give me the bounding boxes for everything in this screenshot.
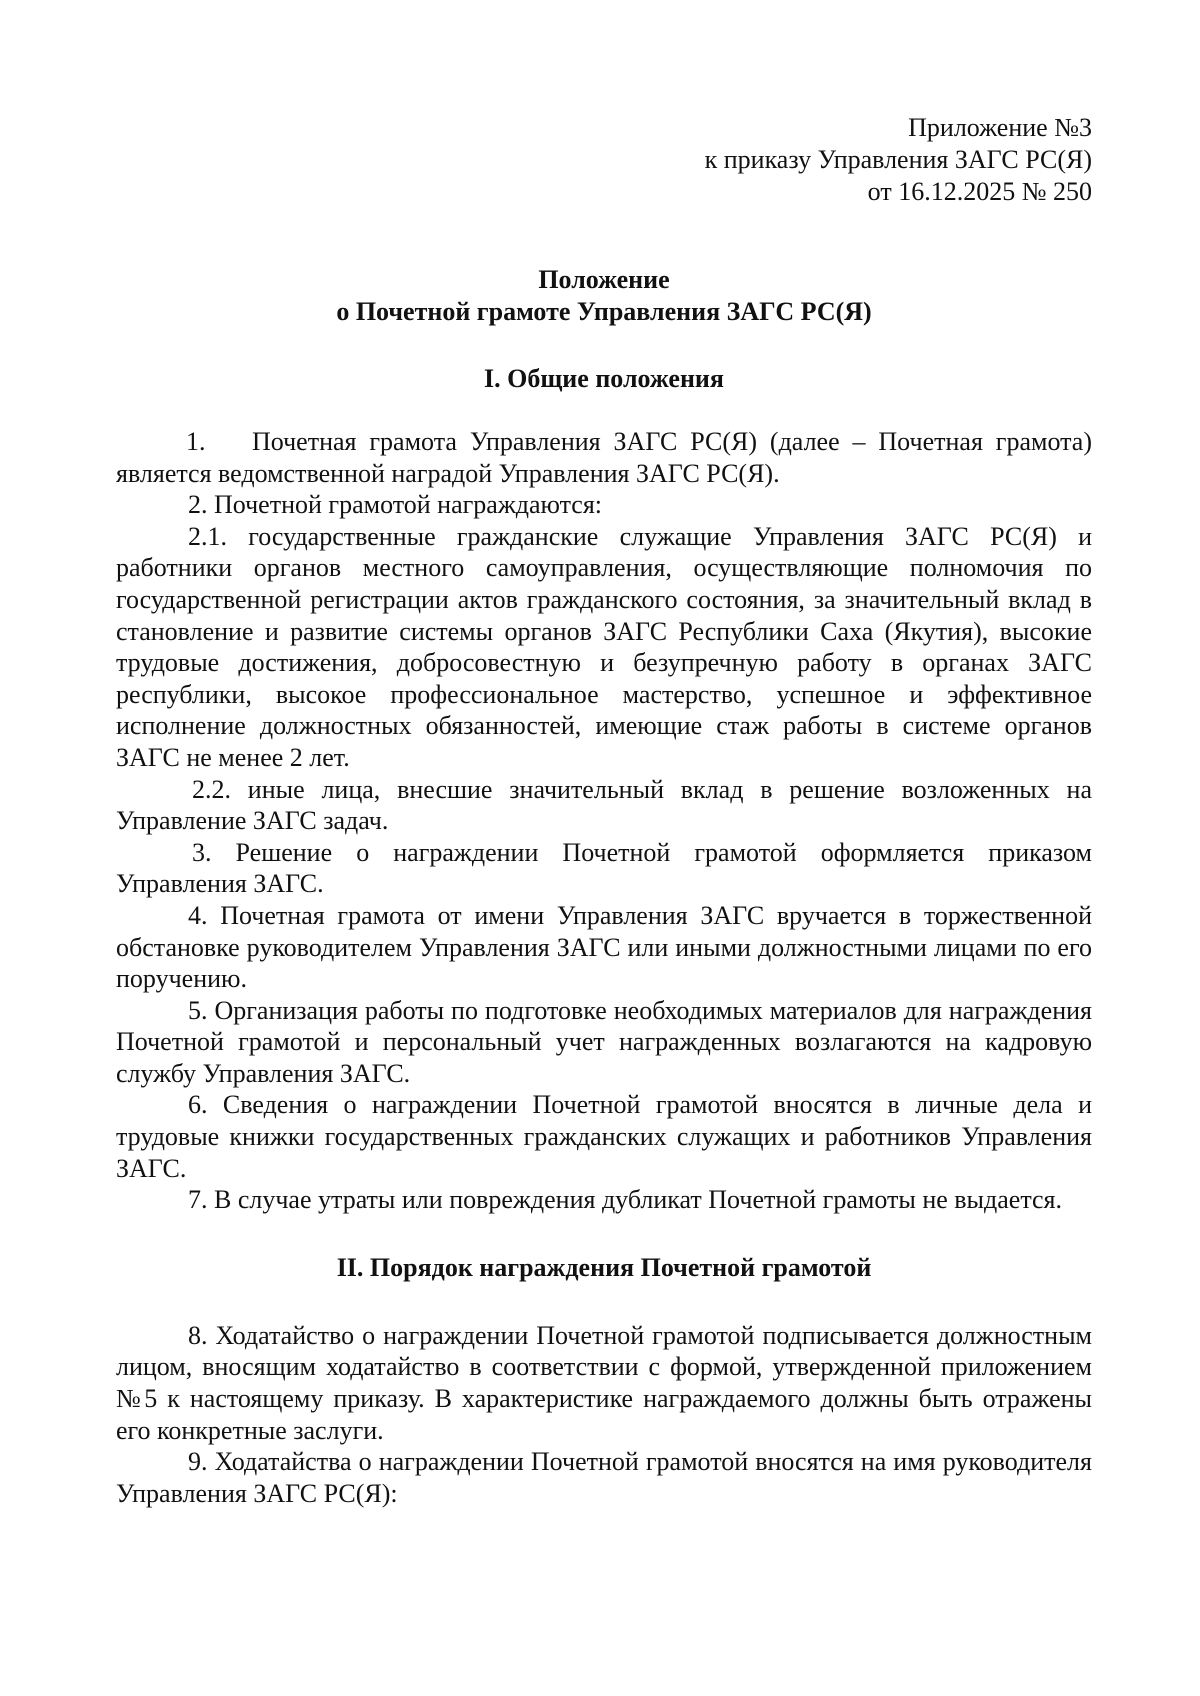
paragraph-2-2: 2.2. иные лица, внесшие значительный вклад в решение возложенных на Управление ЗАГС задач.	[116, 774, 1092, 836]
section-heading-procedure: II. Порядок награждения Почетной грамотой	[336, 1252, 872, 1282]
paragraph-4: 4. Почетная грамота от имени Управления ЗАГС вручается в торжественной обстановке руководителем Управления ЗАГС или иными должностными лицами по его поручению.	[116, 900, 1092, 994]
document-title-line1: Положение	[538, 265, 670, 294]
paragraph-5: 5. Организация работы по подготовке необходимых материалов для награждения Почетной грамотой и персональный учет награжденных возлагаются на кадровую службу Управления ЗАГС.	[116, 995, 1092, 1088]
paragraph-7: 7. В случае утраты или повреждения дубликат Почетной грамоты не выдается.	[188, 1185, 1063, 1215]
section-heading-general: I. Общие положения	[484, 364, 724, 393]
appendix-number: Приложение №3	[908, 113, 1092, 142]
appendix-order-date: от 16.12.2025 № 250	[867, 177, 1092, 206]
paragraph-2: 2. Почетной грамотой награждаются:	[188, 490, 603, 520]
document-title	[116, 264, 1092, 328]
section-general-body	[116, 426, 1092, 1216]
paragraph-8: 8. Ходатайство о награждении Почетной грамотой подписывается должностным лицом, вносящим ходатайство в соответствии с формой, утвержденной приложением №5 к настоящему приказу. В характеристике награждаемого должны быть отражены его конкретные заслуги.	[116, 1320, 1092, 1445]
paragraph-6: 6. Сведения о награждении Почетной грамотой вносятся в личные дела и трудовые книжки государственных гражданских служащих и работников Управления ЗАГС.	[116, 1090, 1092, 1183]
paragraph-1-text: Почетная грамота Управления ЗАГС РС(Я) (далее – Почетная грамота) является ведомственной наградой Управления ЗАГС РС(Я).	[116, 427, 1092, 488]
document-title-line2: о Почетной грамоте Управления ЗАГС РС(Я)	[336, 297, 872, 326]
paragraph-9: 9. Ходатайства о награждении Почетной грамотой вносятся на имя руководителя Управления ЗАГС РС(Я):	[116, 1447, 1092, 1508]
paragraph-1	[116, 426, 1092, 489]
paragraph-3: 3. Решение о награждении Почетной грамотой оформляется приказом Управления ЗАГС.	[116, 837, 1092, 899]
appendix-order-ref: к приказу Управления ЗАГС РС(Я)	[704, 145, 1092, 174]
appendix-header	[116, 112, 1092, 208]
paragraph-2-1: 2.1. государственные гражданские служащие Управления ЗАГС РС(Я) и работники органов местного самоуправления, осуществляющие полномочия по государственной регистрации актов гражданского состояния, за значительный вклад в становление и развитие системы органов ЗАГС Республики Саха (Якутия), высокие трудовые достижения, добросовестную и безупречную работу в органах ЗАГС республики, высокое профессиональное мастерство, успешное и эффективное исполнение должностных обязанностей, имеющие стаж работы в системе органов ЗАГС не менее 2 лет.	[116, 521, 1092, 772]
section-procedure-body	[116, 1320, 1092, 1510]
paragraph-1-number: 1.	[186, 427, 206, 456]
